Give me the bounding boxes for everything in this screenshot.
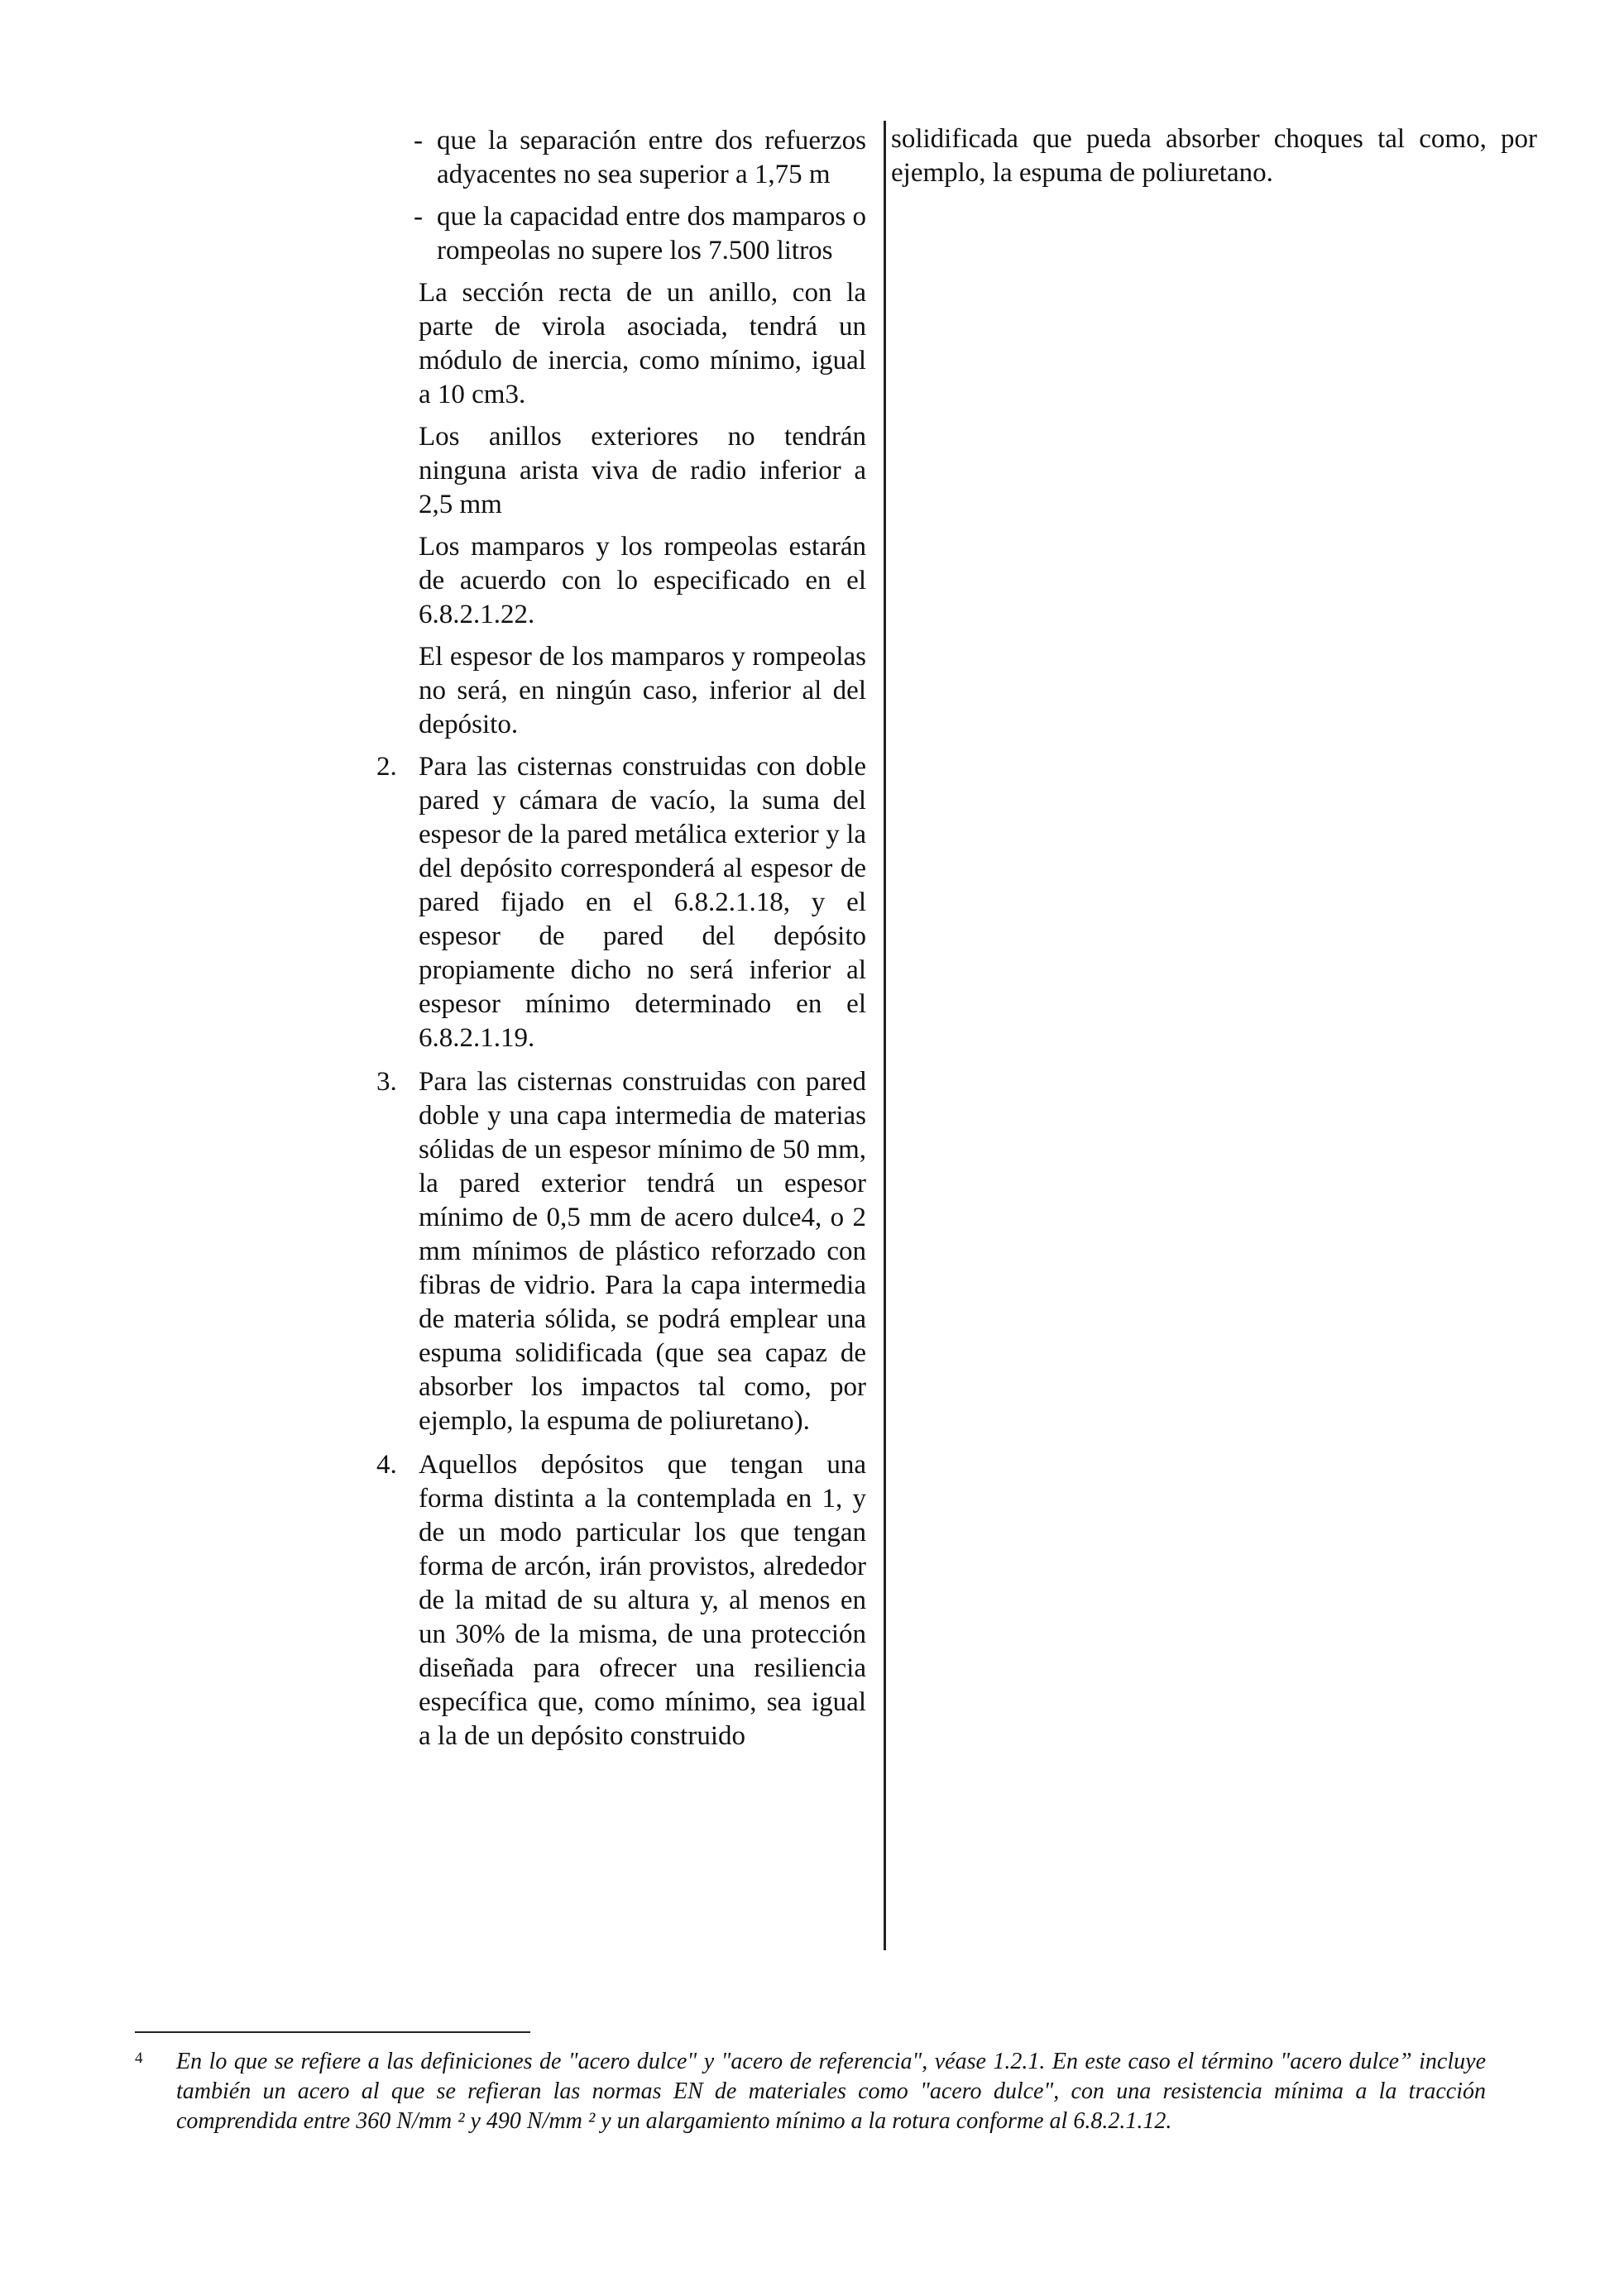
dash-item-text: que la capacidad entre dos mamparos o rompeolas no supere los 7.500 litros xyxy=(437,202,866,265)
dash-list-item xyxy=(376,124,866,192)
dash-marker: - xyxy=(414,202,423,232)
numbered-item-text: Para las cisternas construidas con doble pared y cámara de vacío, la suma del espesor de la pared metálica exterior y la del depósito corresponderá al espesor de pared fijado en el 6.8.2.1.18, y el espesor de pared del depósito propiamente dicho no será inferior al espesor mínimo determinado en el 6.8.2.1.19. xyxy=(419,752,866,1053)
item-number: 2. xyxy=(376,752,397,782)
right-column-text: solidificada que pueda absorber choques tal como, por ejemplo, la espuma de poliuretano. xyxy=(891,124,1537,188)
paragraph: La sección recta de un anillo, con la parte de virola asociada, tendrá un módulo de inercia, como mínimo, igual a 10 cm3. xyxy=(419,278,866,409)
footnote-text: En lo que se refiere a las definiciones de "acero dulce" y "acero de referencia", véase 1.2.1. En este caso el término "acero dulce” incluye también un acero al que se refieran las normas EN de materiales como "acero dulce", con una resistencia mínima a la tracción comprendida entre 360 N/mm ² y 490 N/mm ² y un alargamiento mínimo a la rotura conforme al 6.8.2.1.12. xyxy=(176,2049,1486,2134)
numbered-item xyxy=(376,1065,866,1438)
footnote xyxy=(135,2047,1486,2136)
left-column xyxy=(376,124,866,1763)
item-number: 4. xyxy=(376,1450,397,1480)
numbered-item xyxy=(376,750,866,1055)
paragraph: El espesor de los mamparos y rompeolas no será, en ningún caso, inferior al del depósito. xyxy=(419,642,866,739)
dash-item-text: que la separación entre dos refuerzos adyacentes no sea superior a 1,75 m xyxy=(437,126,866,189)
item-number: 3. xyxy=(376,1067,397,1097)
numbered-item xyxy=(376,1448,866,1753)
dash-marker: - xyxy=(414,126,423,155)
column-divider xyxy=(884,121,886,1950)
dash-list-item xyxy=(376,200,866,268)
paragraph: Los mamparos y los rompeolas estarán de acuerdo con lo especificado en el 6.8.2.1.22. xyxy=(419,532,866,629)
footnote-marker: 4 xyxy=(135,2050,143,2067)
paragraph: Los anillos exteriores no tendrán ninguna arista viva de radio inferior a 2,5 mm xyxy=(419,422,866,519)
numbered-item-text: Para las cisternas construidas con pared doble y una capa intermedia de materias sólidas de un espesor mínimo de 50 mm, la pared exterior tendrá un espesor mínimo de 0,5 mm de acero dulce4, o 2 mm mínimos de plástico reforzado con fibras de vidrio. Para la capa intermedia de materia sólida, se podrá emplear una espuma solidificada (que sea capaz de absorber los impactos tal como, por ejemplo, la espuma de poliuretano). xyxy=(419,1067,866,1436)
numbered-item-text: Aquellos depósitos que tengan una forma distinta a la contemplada en 1, y de un modo particular los que tengan forma de arcón, irán provistos, alrededor de la mitad de su altura y, al menos en un 30% de la misma, de una protección diseñada para ofrecer una resiliencia específica que, como mínimo, sea igual a la de un depósito construido xyxy=(419,1450,866,1751)
footnote-separator xyxy=(135,2031,530,2033)
right-column xyxy=(891,122,1537,190)
